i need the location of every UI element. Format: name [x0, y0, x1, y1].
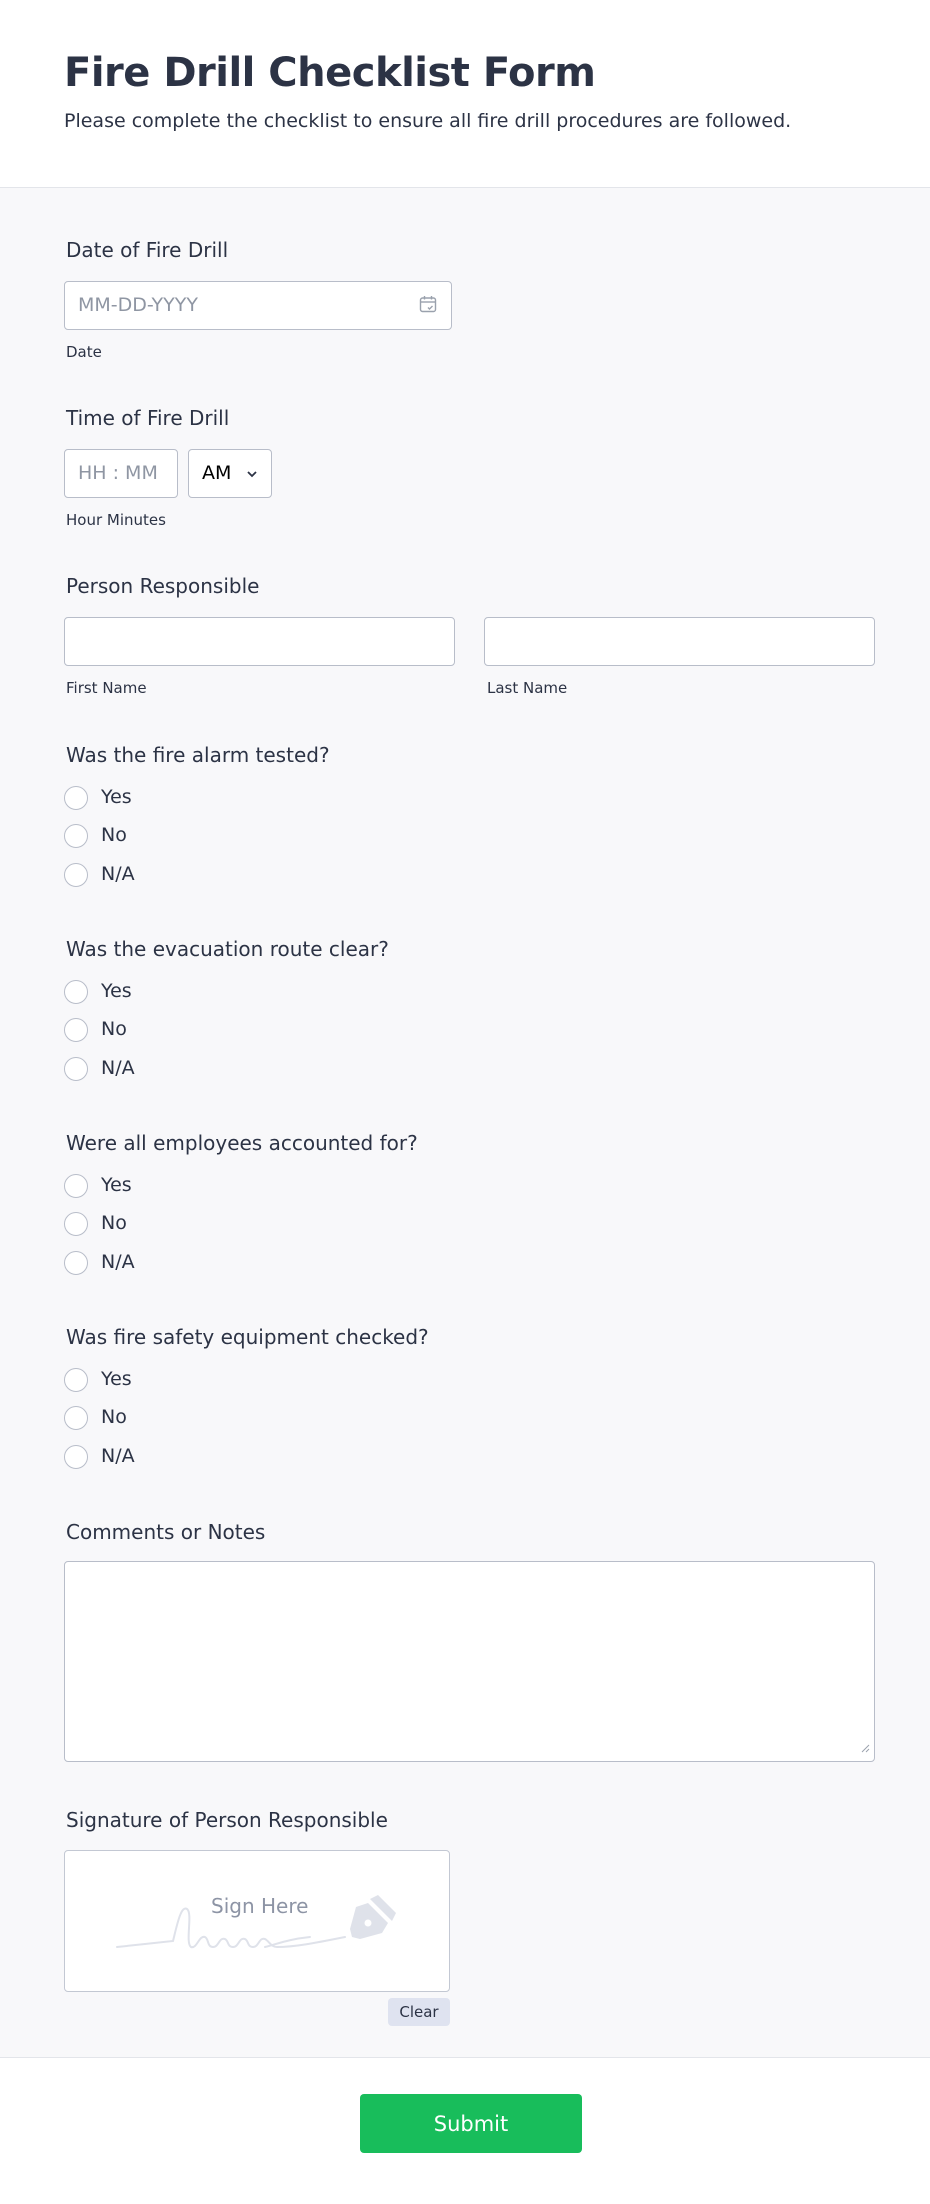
form-header	[0, 0, 930, 188]
page-title: Fire Drill Checklist Form	[64, 50, 596, 96]
radio-option-label: N/A	[101, 1057, 135, 1079]
person-field-label: Person Responsible	[66, 574, 260, 598]
time-field-label: Time of Fire Drill	[66, 406, 230, 430]
last-name-input[interactable]	[484, 617, 875, 666]
date-field-label: Date of Fire Drill	[66, 238, 229, 262]
chevron-down-icon	[245, 466, 259, 485]
page-subtitle: Please complete the checklist to ensure all fire drill procedures are followed.	[64, 110, 792, 132]
date-input[interactable]	[64, 281, 452, 330]
radio-button[interactable]	[64, 824, 88, 848]
submit-button[interactable]: Submit	[360, 2094, 582, 2153]
resize-handle-icon[interactable]	[861, 1738, 870, 1757]
radio-button[interactable]	[64, 1057, 88, 1081]
radio-option-label: N/A	[101, 1251, 135, 1273]
radio-button[interactable]	[64, 1212, 88, 1236]
radio-option-label: Yes	[101, 1174, 132, 1196]
ampm-select[interactable]	[188, 449, 272, 498]
signature-placeholder: Sign Here	[211, 1894, 309, 1918]
radio-option-label: No	[101, 1406, 127, 1428]
clear-signature-button[interactable]: Clear	[388, 1998, 450, 2026]
signature-label: Signature of Person Responsible	[66, 1808, 388, 1832]
time-input[interactable]	[64, 449, 178, 498]
radio-button[interactable]	[64, 1368, 88, 1392]
radio-option-label: N/A	[101, 863, 135, 885]
radio-button[interactable]	[64, 1018, 88, 1042]
radio-button[interactable]	[64, 786, 88, 810]
question-fire-alarm-label: Was the fire alarm tested?	[66, 743, 330, 767]
calendar-icon[interactable]	[419, 295, 437, 317]
radio-option-label: No	[101, 824, 127, 846]
date-input-placeholder: MM-DD-YYYY	[78, 294, 198, 316]
radio-button[interactable]	[64, 1445, 88, 1469]
ampm-select-value: AM	[202, 462, 232, 484]
last-name-sublabel: Last Name	[487, 679, 568, 697]
radio-option-label: Yes	[101, 1368, 132, 1390]
radio-option-label: No	[101, 1018, 127, 1040]
time-sublabel: Hour Minutes	[66, 511, 166, 529]
first-name-sublabel: First Name	[66, 679, 147, 697]
radio-button[interactable]	[64, 1406, 88, 1430]
radio-option-label: N/A	[101, 1445, 135, 1467]
radio-option-label: Yes	[101, 980, 132, 1002]
question-evacuation-route-label: Was the evacuation route clear?	[66, 937, 389, 961]
radio-button[interactable]	[64, 980, 88, 1004]
radio-button[interactable]	[64, 1174, 88, 1198]
radio-option-label: Yes	[101, 786, 132, 808]
radio-button[interactable]	[64, 863, 88, 887]
signature-pad[interactable]	[64, 1850, 450, 1992]
comments-textarea[interactable]	[64, 1561, 875, 1762]
radio-button[interactable]	[64, 1251, 88, 1275]
form-footer	[0, 2057, 930, 2204]
time-input-placeholder: HH : MM	[78, 462, 158, 484]
question-safety-equipment-label: Was fire safety equipment checked?	[66, 1325, 429, 1349]
first-name-input[interactable]	[64, 617, 455, 666]
question-employees-label: Were all employees accounted for?	[66, 1131, 418, 1155]
comments-label: Comments or Notes	[66, 1520, 266, 1544]
date-sublabel: Date	[66, 343, 102, 361]
pen-nib-icon	[350, 1895, 396, 1945]
radio-option-label: No	[101, 1212, 127, 1234]
